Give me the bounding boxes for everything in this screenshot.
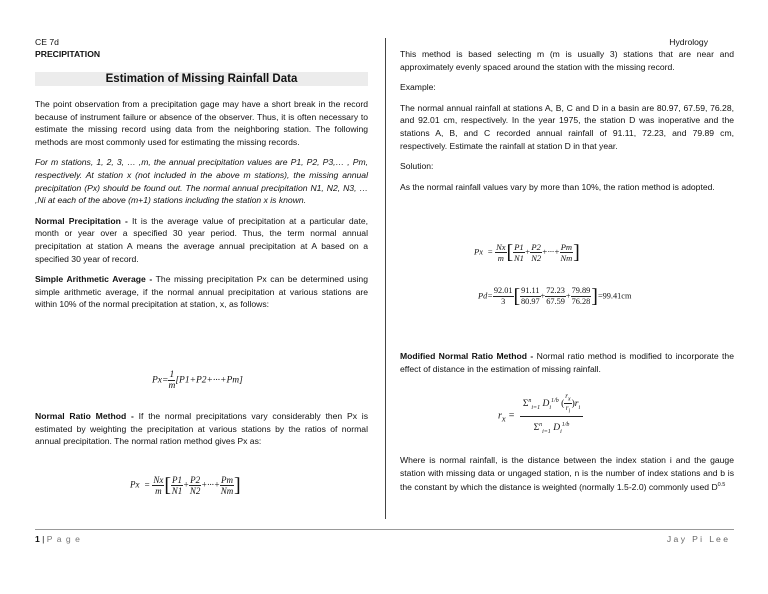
eq2-nx: Nx [153,475,164,485]
eq5-top-ri-sub: i [578,404,581,411]
method-paragraph: This method is based selecting m (m is usually 3) stations that are near and approximately evenly spaced around the station with the missing record. [400,49,734,72]
eq3-lhs: Px [474,246,483,257]
eq4-result: =99.41cm [597,291,632,301]
right-column-lower [400,350,734,375]
eq3-pm: Pm [560,242,573,252]
eq3-equals: = [487,246,493,257]
eq4-bn: 67.59 [546,297,565,306]
eq5-ri: r [565,404,569,413]
example-label: Example: [400,82,436,93]
eq2-plus: + [183,479,190,490]
where-paragraph [400,454,734,494]
eq4-den: 3 [501,297,506,306]
eq2-p2: P2 [190,475,201,485]
eq3-p1: P1 [514,242,524,252]
eq3-nx: Nx [496,242,506,252]
eq4-c: 79.89 [571,286,591,295]
eq4-lhs: Pd= [478,291,493,301]
eq5-top-d: D [542,399,550,410]
eq5-top-exp: 1/b [551,397,559,404]
eq5-top-from: i=1 [531,404,541,411]
eq3-dots: +···+ [541,246,560,257]
eq3-m: m [497,253,504,263]
topic-heading: PRECIPITATION [35,49,101,59]
saa-paragraph [35,273,368,311]
eq4-cn: 76.28 [571,297,591,306]
course-code: CE 7d [35,37,59,47]
eq4-b: 72.23 [546,286,565,295]
eq2-n2: N2 [189,486,201,496]
eq1-den: m [168,381,176,391]
eq3-nm: Nm [560,253,573,263]
left-column [35,98,368,311]
eq2-lhs: Px [130,479,140,490]
solution-label: Solution: [400,161,434,172]
where-text: Where is normal rainfall, is the distance between the index station i and the gauge station with missing data or ungaged station, n is the number of index stations and b is the constant by which the distance is weighted (normally 1.5-2.0) commonly used D [400,455,734,493]
mnrm-text: Normal ratio method is modified to incorporate the effect of distance in the estimation of missing rainfall. [400,351,734,374]
example-paragraph: The normal annual rainfall at stations A, B, C and D in a basin are 80.97, 67.59, 76.28, and 92.01 cm, respectively. In the year 1975, the station D was inoperative and the stations A, B, and C recorded annual rainfall of 91.11, 72.23, and 79.89 cm, respectively. Estimate the rainfall at station D in that year. [400,102,734,151]
eq4-num: 92.01 [493,286,513,295]
eq5-lhs: r [498,410,502,422]
eq5-bottom-exp: 1/b [561,421,570,428]
equation-simple-average [152,370,243,391]
page-number: 1 [35,534,40,544]
intro-paragraph: The point observation from a precipitation gage may have a short break in the record because of instrument failure or absence of the observer. Thus, it is often necessary to estimate the missing record using data from the neighboring station. The following methods are most commonly used for estimating the missing records. [35,99,368,147]
eq5-bottom-limit: n [539,421,543,428]
eq5-top-limit: n [528,397,532,404]
nrm-heading: Normal Ratio Method - [35,411,134,421]
right-column-bottom [400,454,734,494]
eq3-p2: P2 [531,242,541,252]
eq1-num: 1 [169,370,175,380]
left-column-lower [35,410,368,448]
eq4-an: 80.97 [521,297,540,306]
page-separator: | [39,534,47,544]
eq5-close-paren: ) [571,399,575,410]
eq1-lhs: Px= [152,375,169,386]
eq5-rx: r [565,392,568,400]
eq2-m: m [155,486,162,496]
normal-precip-heading: Normal Precipitation - [35,215,128,226]
eq4-plus-2: + [565,291,571,301]
eq5-lhs-sub: x [501,414,506,424]
mnrm-heading: Modified Normal Ratio Method - [400,351,534,361]
equation-ratio-formula: Px = $\frac{Nx}{m}$ [ $\frac{P1}{N1}$ + $\frac{P2}{N2}$ +···+ $\frac{Pm}{Nm}$ ] [474,241,580,264]
eq5-open-paren: ( [561,399,565,410]
eq5-equals: = [508,410,515,422]
eq4-a: 91.11 [521,286,540,295]
eq2-nm: Nm [220,486,234,496]
eq5-bottom-di: i [560,429,562,436]
eq2-p1: P1 [172,475,182,485]
eq5-bottom-d: D [553,423,561,434]
mnrm-paragraph [400,350,734,375]
right-column [400,48,734,193]
eq5-top-ri: r [574,399,579,410]
equation-normal-ratio: Px = $\frac{Nx}{m}$ [ $\frac{P1}{N1}$ + $\frac{P2}{N2}$ +···+ $\frac{Pm}{Nm}$ ] [130,474,241,497]
saa-text: The missing precipitation Px can be determined using simple arithmetic average, if the normal annual precipitation at various stations are within 10% of the normal precipitation at station, x, as follows: [35,274,368,310]
eq5-ri-sub: i [568,408,571,415]
footer-rule [35,529,734,530]
page-footer [35,534,81,544]
column-divider [385,38,386,519]
nrm-text: If the normal precipitations vary considerably then Px is estimated by weighting the precipitation at various stations by the ratios of normal annual precipitation. The normal ration method gives Px as: [35,411,368,447]
eq5-sum-bottom: Σ [533,423,540,434]
nrm-paragraph [35,410,368,448]
saa-heading: Simple Arithmetic Average - [35,274,153,285]
eq2-dots: +···+ [201,479,220,490]
equation-worked-example: Pd= $\frac{92.01}{3}$ [ $\frac{91.11}{80.97}$ + $\frac{72.23}{67.59}$ + $\frac{79.89}{76.28}$ ]=99.41cm [478,285,632,308]
eq3-n2: N2 [531,253,542,263]
eq5-rx-sub: x [567,396,571,403]
eq2-pm: Pm [220,475,233,485]
stations-paragraph: For m stations, 1, 2, 3, … ,m, the annual precipitation values are P1, P2, P3,… , Pm, respectively. At station x (not included in the above m stations), the missing annual precipitation (Px) should be found out. The normal annual precipitation N1, N2, N3, … ,Ni at each of the above (m+1) stations including the station x is known. [35,157,368,206]
eq5-top-di: i [549,404,552,411]
eq2-equals: = [144,479,151,490]
equation-modified-ratio [498,392,583,440]
subject-label: Hydrology [669,37,708,47]
normal-precip-text: It is the average value of precipitation at a particular date, month or year over a specified 30 year period. Thus, the term normal annual precipitation at station A means the average annual precipitation at A based on a specified 30 year of record. [35,215,369,264]
eq3-plus: + [524,246,531,257]
page-word: P a g e [46,534,81,544]
eq5-sum-top: Σ [522,399,529,410]
eq3-n1: N1 [513,253,524,263]
author-name: J a y P i L e e [666,534,728,544]
eq2-n1: N1 [171,486,183,496]
solution-paragraph: As the normal rainfall values vary by more than 10%, the ration method is adopted. [400,181,715,192]
where-superscript: 0.5 [717,482,726,489]
normal-precip-paragraph [35,215,368,265]
eq5-bottom-from: i=1 [542,429,551,436]
section-title: Estimation of Missing Rainfall Data [105,73,298,85]
eq1-body: [P1+P2+···+Pm] [175,375,243,386]
eq4-plus-1: + [540,291,546,301]
